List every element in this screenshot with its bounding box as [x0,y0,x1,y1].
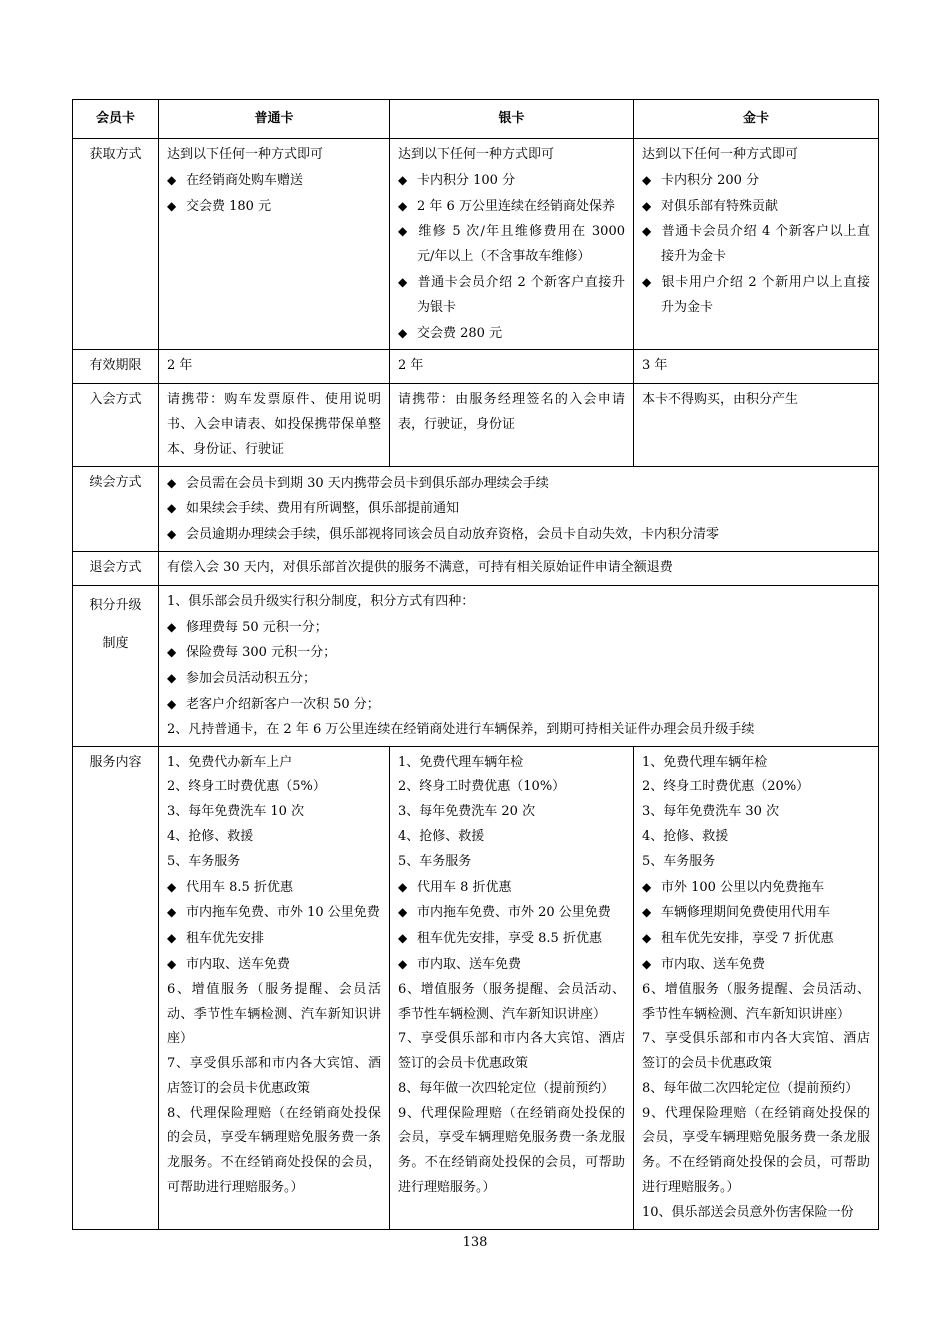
acquire-silver-item: ◆ 维修 5 次/年且维修费用在 3000 元/年以上（不含事故车维修） [398,219,625,270]
withdraw-content: 有偿入会 30 天内，对俱乐部首次提供的服务不满意，可持有相关原始证件申请全额退费 [159,551,879,585]
points-item: ◆ 老客户介绍新客户一次积 50 分； [167,692,870,718]
service-normal-item: 6、增值服务（服务提醒、会员活动、季节性车辆检测、汽车新知识讲座） [167,981,381,1047]
validity-label: 有效期限 [73,350,159,384]
acquire-gold-item: ◆ 对俱乐部有特殊贡献 [642,194,870,220]
service-silver-item: 5、车务服务 [398,853,472,869]
acquire-normal [159,139,390,350]
service-silver-sub: ◆ 租车优先安排，享受 8.5 折优惠 [398,926,625,952]
acquire-normal-intro: 达到以下任何一种方式即可 [167,147,324,162]
service-gold-item: 4、抢修、救援 [642,828,729,844]
service-gold-item: 5、车务服务 [642,853,716,869]
service-gold [634,746,879,1229]
service-gold-item: 9、代理保险理赔（在经销商处投保的会员，享受车辆理赔免服务费一条龙服务。不在经销商处投保的会员，可帮助进行理赔服务。） [642,1105,870,1196]
header-normal-card: 普通卡 [159,100,390,139]
service-silver-item: 9、代理保险理赔（在经销商处投保的会员，享受车辆理赔免服务费一条龙服务。不在经销商处投保的会员，可帮助进行理赔服务。） [398,1105,625,1196]
service-silver-item: 6、增值服务（服务提醒、会员活动、季节性车辆检测、汽车新知识讲座） [398,981,625,1022]
renew-item: ◆ 如果续会手续、费用有所调整，俱乐部提前通知 [167,496,870,522]
service-gold-item: 7、享受俱乐部和市内各大宾馆、酒店签订的会员卡优惠政策 [642,1031,870,1072]
service-gold-item: 3、每年免费洗车 30 次 [642,804,780,820]
service-gold-item: 10、俱乐部送会员意外伤害保险一份 [642,1204,854,1220]
service-silver-item: 4、抢修、救援 [398,828,485,844]
validity-gold: 3 年 [634,350,879,384]
row-service [73,746,879,1229]
header-member-card: 会员卡 [73,100,159,139]
service-gold-sub: ◆ 市外 100 公里以内免费拖车 [642,875,870,901]
service-gold-sub: ◆ 车辆修理期间免费使用代用车 [642,900,870,926]
renew-content [159,466,879,551]
service-silver [390,746,634,1229]
acquire-normal-item: ◆ 在经销商处购车赠送 [167,168,381,194]
row-points [73,585,879,746]
join-label: 入会方式 [73,384,159,466]
points-label-line2: 制度 [102,635,129,651]
service-normal-sub: ◆ 市内拖车免费、市外 10 公里免费 [167,900,381,926]
service-normal-item: 7、享受俱乐部和市内各大宾馆、酒店签订的会员卡优惠政策 [167,1056,381,1096]
row-withdraw [73,551,879,585]
renew-item: ◆ 会员逾期办理续会手续，俱乐部视将同该会员自动放弃资格，会员卡自动失效，卡内积分清零 [167,522,870,548]
service-normal-item: 8、代理保险理赔（在经销商处投保的会员，享受车辆理赔免服务费一条龙服务。不在经销商处投保的会员，可帮助进行理赔服务。） [167,1105,381,1196]
header-silver-card: 银卡 [390,100,634,139]
acquire-gold-intro: 达到以下任何一种方式即可 [642,147,799,162]
withdraw-label: 退会方式 [73,551,159,585]
points-outro: 2、凡持普通卡，在 2 年 6 万公里连续在经销商处进行车辆保养，到期可持相关证件办理会员升级手续 [167,721,755,737]
acquire-gold-item: ◆ 普通卡会员介绍 4 个新客户以上直接升为金卡 [642,219,870,270]
service-silver-item: 3、每年免费洗车 20 次 [398,804,536,820]
service-label: 服务内容 [73,746,159,1229]
acquire-silver-intro: 达到以下任何一种方式即可 [398,147,555,162]
points-content [159,585,879,746]
service-normal-item: 1、免费代办新车上户 [167,754,293,770]
points-label [73,585,159,746]
acquire-label: 获取方式 [73,139,159,350]
service-normal-sub: ◆ 租车优先安排 [167,926,381,952]
service-gold-item: 2、终身工时费优惠（20%） [642,779,810,795]
join-gold: 本卡不得购买，由积分产生 [634,384,879,466]
service-normal-item: 5、车务服务 [167,853,241,869]
header-row [73,100,879,139]
row-validity [73,350,879,384]
service-silver-sub: ◆ 市内取、送车免费 [398,952,625,978]
header-gold-card: 金卡 [634,100,879,139]
acquire-silver-item: ◆ 普通卡会员介绍 2 个新客户直接升为银卡 [398,270,625,321]
service-normal-sub: ◆ 市内取、送车免费 [167,952,381,978]
row-acquire [73,139,879,350]
service-silver-sub: ◆ 市内拖车免费、市外 20 公里免费 [398,900,625,926]
service-silver-item: 2、终身工时费优惠（10%） [398,779,566,795]
acquire-gold-item: ◆ 卡内积分 200 分 [642,168,870,194]
service-gold-item: 8、每年做二次四轮定位（提前预约） [642,1080,859,1096]
page-number: 138 [462,1235,488,1250]
service-normal-item: 3、每年免费洗车 10 次 [167,804,305,820]
acquire-silver-item: ◆ 卡内积分 100 分 [398,168,625,194]
join-silver: 请携带：由服务经理签名的入会申请表，行驶证，身份证 [390,384,634,466]
renew-label: 续会方式 [73,466,159,551]
service-silver-sub: ◆ 代用车 8 折优惠 [398,875,625,901]
service-gold-item: 6、增值服务（服务提醒、会员活动、季节性车辆检测、汽车新知识讲座） [642,981,870,1022]
points-label-line1: 积分升级 [89,597,142,613]
acquire-silver [390,139,634,350]
validity-silver: 2 年 [390,350,634,384]
points-intro: 1、俱乐部会员升级实行积分制度，积分方式有四种： [167,593,475,609]
service-normal-item: 2、终身工时费优惠（5%） [167,779,326,795]
service-gold-sub: ◆ 租车优先安排，享受 7 折优惠 [642,926,870,952]
service-silver-item: 8、每年做一次四轮定位（提前预约） [398,1080,615,1096]
points-item: ◆ 保险费每 300 元积一分； [167,640,870,666]
service-gold-sub: ◆ 市内取、送车免费 [642,952,870,978]
validity-normal: 2 年 [159,350,390,384]
acquire-silver-item: ◆ 交会费 280 元 [398,321,625,347]
service-normal-sub: ◆ 代用车 8.5 折优惠 [167,875,381,901]
service-normal-item: 4、抢修、救援 [167,828,254,844]
row-renew [73,466,879,551]
service-silver-item: 1、免费代理车辆年检 [398,754,524,770]
row-join [73,384,879,466]
acquire-silver-item: ◆ 2 年 6 万公里连续在经销商处保养 [398,194,625,220]
acquire-normal-item: ◆ 交会费 180 元 [167,194,381,220]
service-normal [159,746,390,1229]
service-silver-item: 7、享受俱乐部和市内各大宾馆、酒店签订的会员卡优惠政策 [398,1031,625,1072]
acquire-gold [634,139,879,350]
points-item: ◆ 参加会员活动积五分； [167,666,870,692]
points-item: ◆ 修理费每 50 元积一分； [167,615,870,641]
acquire-gold-item: ◆ 银卡用户介绍 2 个新用户以上直接升为金卡 [642,270,870,321]
renew-item: ◆ 会员需在会员卡到期 30 天内携带会员卡到俱乐部办理续会手续 [167,471,870,497]
membership-table [72,99,879,1230]
join-normal: 请携带：购车发票原件、使用说明书、入会申请表、如投保携带保单整本、身份证、行驶证 [159,384,390,466]
service-gold-item: 1、免费代理车辆年检 [642,754,768,770]
